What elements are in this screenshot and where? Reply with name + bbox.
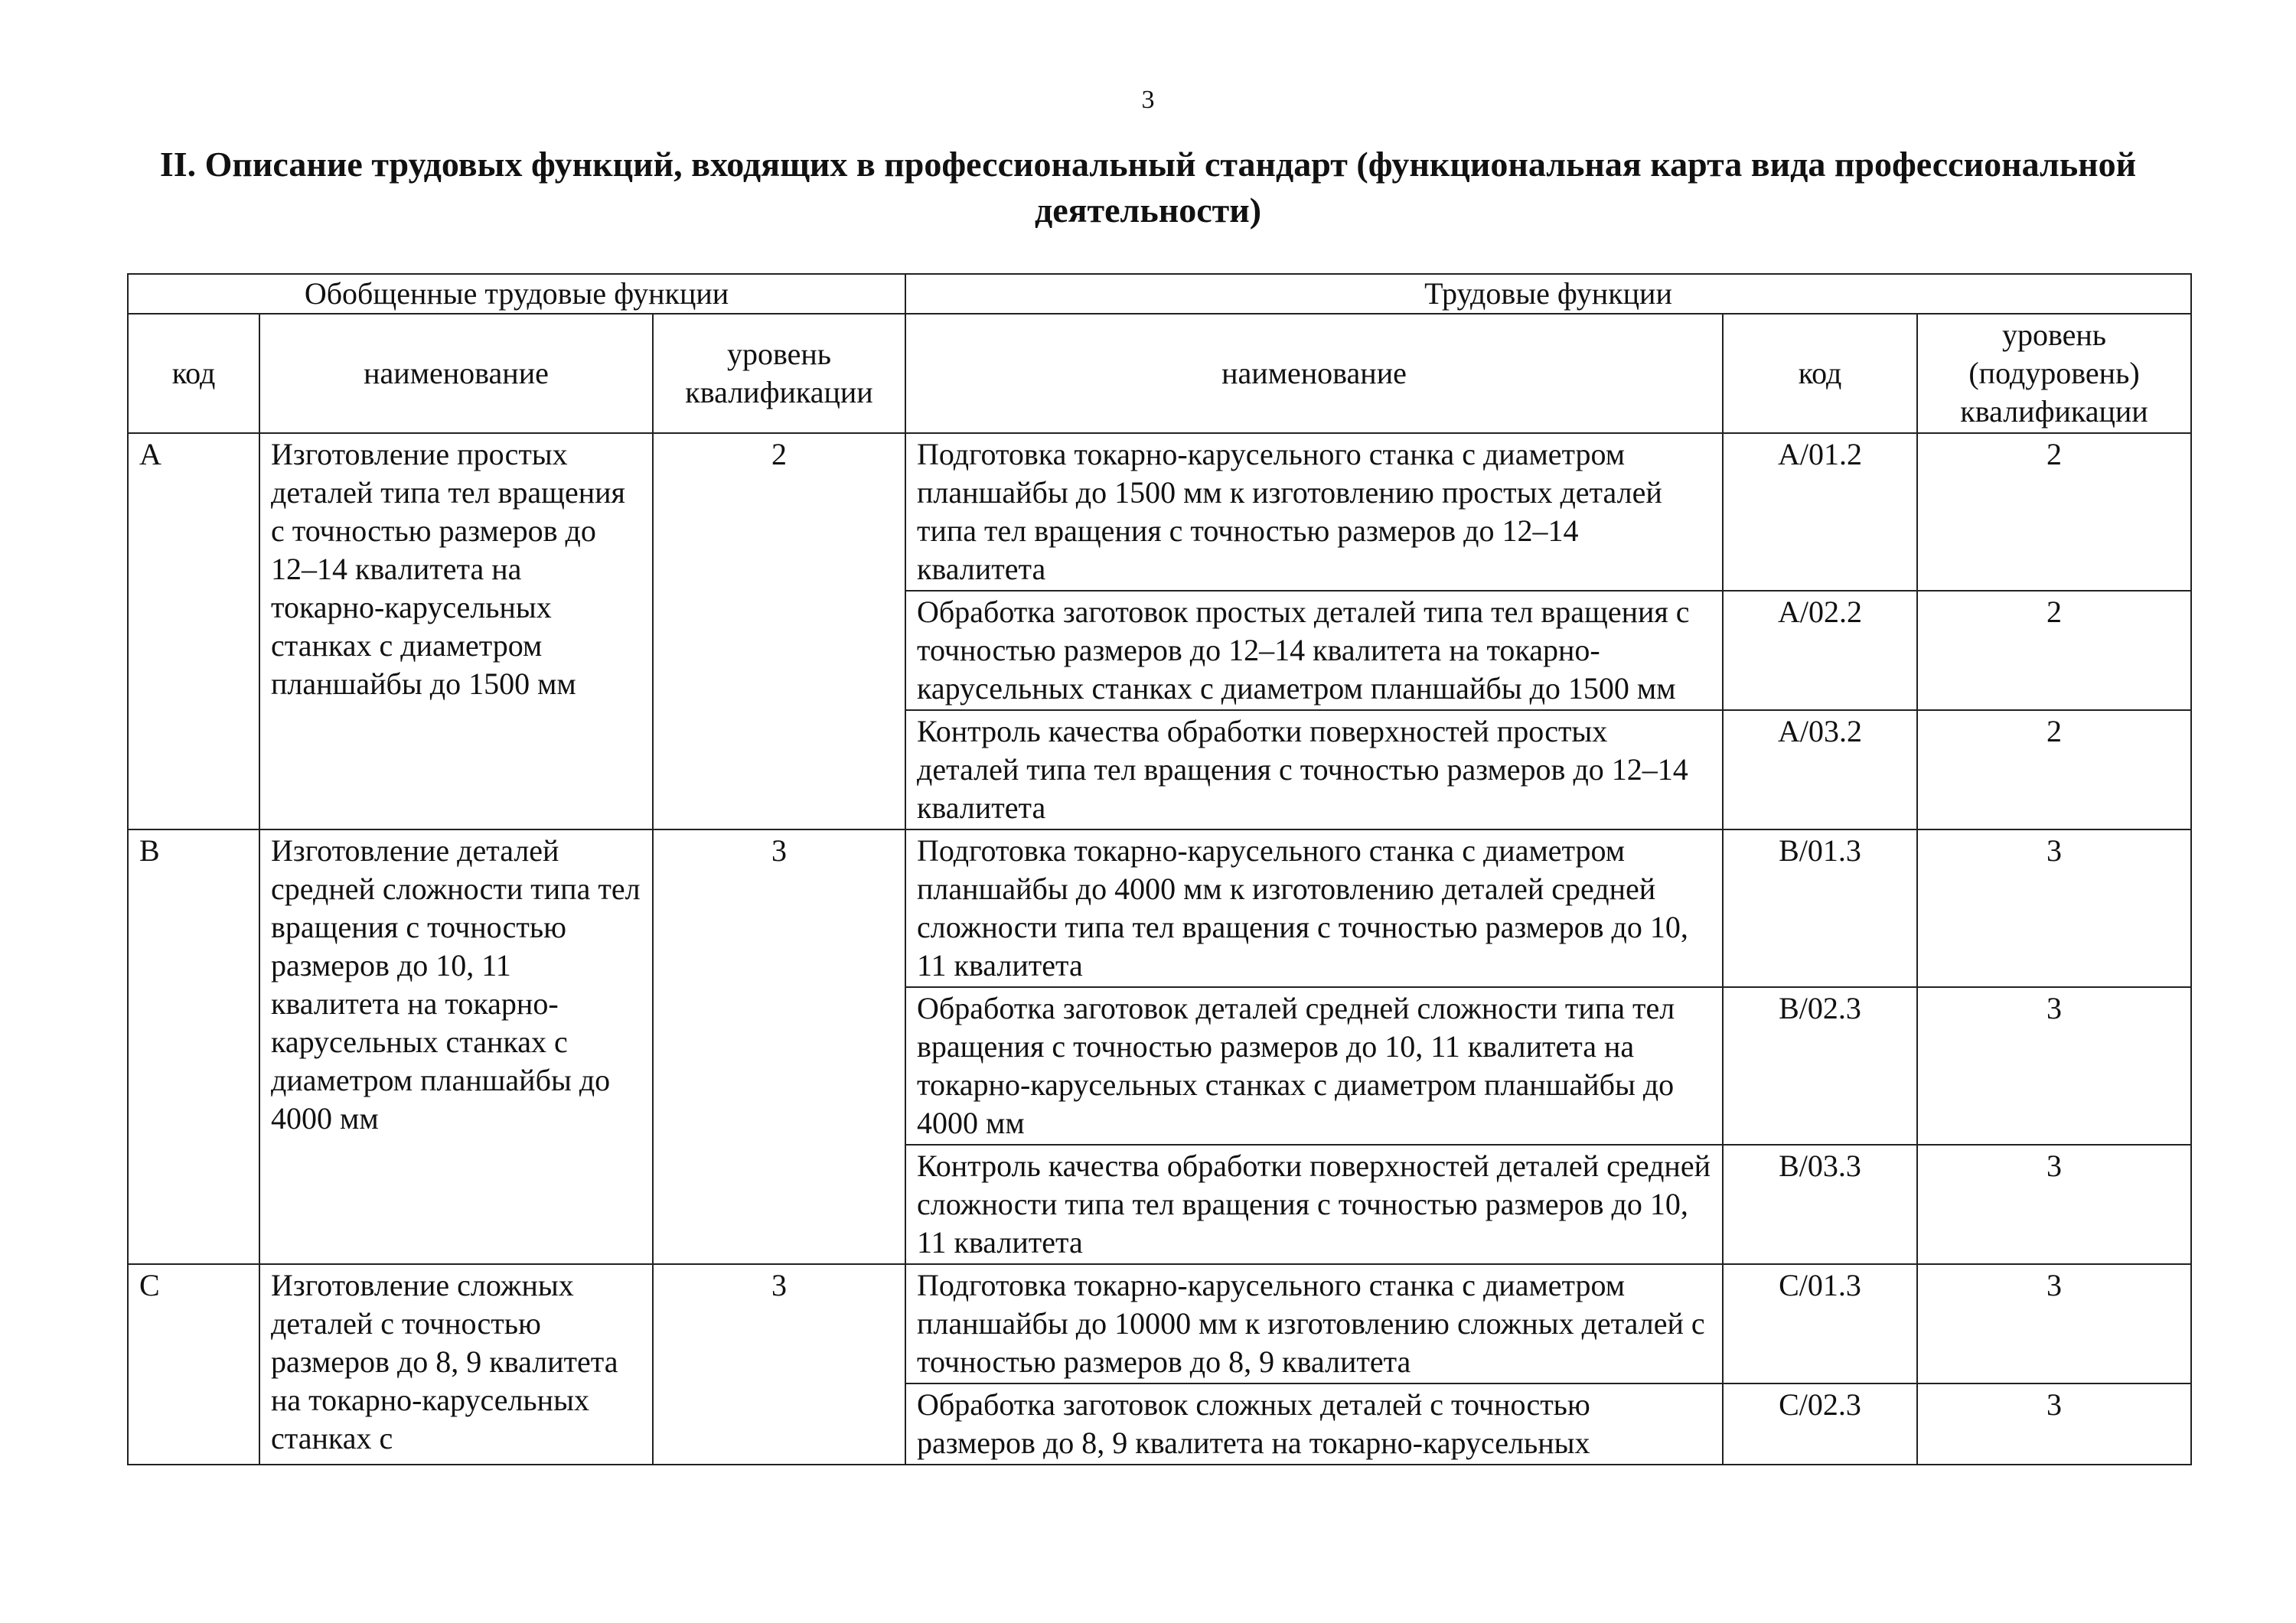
group-level: 3: [653, 829, 905, 1264]
function-code-column-header: код: [1723, 314, 1917, 433]
code-column-header: код: [128, 314, 259, 433]
function-code: A/01.2: [1723, 433, 1917, 591]
function-code: A/03.2: [1723, 710, 1917, 829]
function-name: Подготовка токарно-карусельного станка с диаметром планшайбы до 4000 мм к изготовлению деталей средней сложности типа тел вращения с точностью размеров до 10, 11 квалитета: [905, 829, 1723, 987]
section-title: II. Описание трудовых функций, входящих в профессиональный стандарт (функциональная карта вида профессиональной деятельности): [159, 145, 2137, 230]
function-name: Обработка заготовок деталей средней сложности типа тел вращения с точностью размеров до 10, 11 квалитета на токарно-карусельных станках с диаметром планшайбы до 4000 мм: [905, 987, 1723, 1145]
group-name: Изготовление простых деталей типа тел вращения с точностью размеров до 12–14 квалитета на токарно-карусельных станках с диаметром планшайбы до 1500 мм: [259, 433, 653, 829]
group-code: B: [128, 829, 259, 1264]
function-code: B/03.3: [1723, 1145, 1917, 1264]
function-level: 3: [1917, 1264, 2191, 1383]
function-name: Подготовка токарно-карусельного станка с диаметром планшайбы до 10000 мм к изготовлению сложных деталей с точностью размеров до 8, 9 квалитета: [905, 1264, 1723, 1383]
group-code: C: [128, 1264, 259, 1465]
functional-map-table: [127, 273, 2192, 1465]
function-level: 3: [1917, 1383, 2191, 1465]
table-row: [128, 1264, 2191, 1383]
generalized-functions-header: Обобщенные трудовые функции: [128, 274, 905, 314]
group-level: 3: [653, 1264, 905, 1465]
function-level: 3: [1917, 987, 2191, 1145]
table-row: [128, 829, 2191, 987]
function-name-column-header: наименование: [905, 314, 1723, 433]
function-code: C/02.3: [1723, 1383, 1917, 1465]
function-level-column-header: уровень (подуровень) квалификации: [1917, 314, 2191, 433]
function-level: 2: [1917, 591, 2191, 710]
function-name: Контроль качества обработки поверхностей деталей средней сложности типа тел вращения с точностью размеров до 10, 11 квалитета: [905, 1145, 1723, 1264]
function-name: Контроль качества обработки поверхностей простых деталей типа тел вращения с точностью размеров до 12–14 квалитета: [905, 710, 1723, 829]
table-column-header-row: [128, 314, 2191, 433]
function-name: Обработка заготовок сложных деталей с точностью размеров до 8, 9 квалитета на токарно-карусельных: [905, 1383, 1723, 1465]
group-name: Изготовление деталей средней сложности типа тел вращения с точностью размеров до 10, 11 квалитета на токарно-карусельных станках с диаметром планшайбы до 4000 мм: [259, 829, 653, 1264]
qualification-level-column-header: уровень квалификации: [653, 314, 905, 433]
function-level: 3: [1917, 1145, 2191, 1264]
group-code: A: [128, 433, 259, 829]
page-number: 3: [1141, 86, 1155, 114]
function-name: Обработка заготовок простых деталей типа тел вращения с точностью размеров до 12–14 квалитета на токарно-карусельных станках с диаметром планшайбы до 1500 мм: [905, 591, 1723, 710]
table-row: [128, 433, 2191, 591]
function-level: 2: [1917, 433, 2191, 591]
function-code: B/02.3: [1723, 987, 1917, 1145]
group-name: Изготовление сложных деталей с точностью размеров до 8, 9 квалитета на токарно-карусельных станках с: [259, 1264, 653, 1465]
table-group-header-row: [128, 274, 2191, 314]
group-level: 2: [653, 433, 905, 829]
labor-functions-header: Трудовые функции: [905, 274, 2191, 314]
function-name: Подготовка токарно-карусельного станка с диаметром планшайбы до 1500 мм к изготовлению простых деталей типа тел вращения с точностью размеров до 12–14 квалитета: [905, 433, 1723, 591]
function-level: 3: [1917, 829, 2191, 987]
function-code: C/01.3: [1723, 1264, 1917, 1383]
function-code: B/01.3: [1723, 829, 1917, 987]
function-code: A/02.2: [1723, 591, 1917, 710]
name-column-header: наименование: [259, 314, 653, 433]
function-level: 2: [1917, 710, 2191, 829]
